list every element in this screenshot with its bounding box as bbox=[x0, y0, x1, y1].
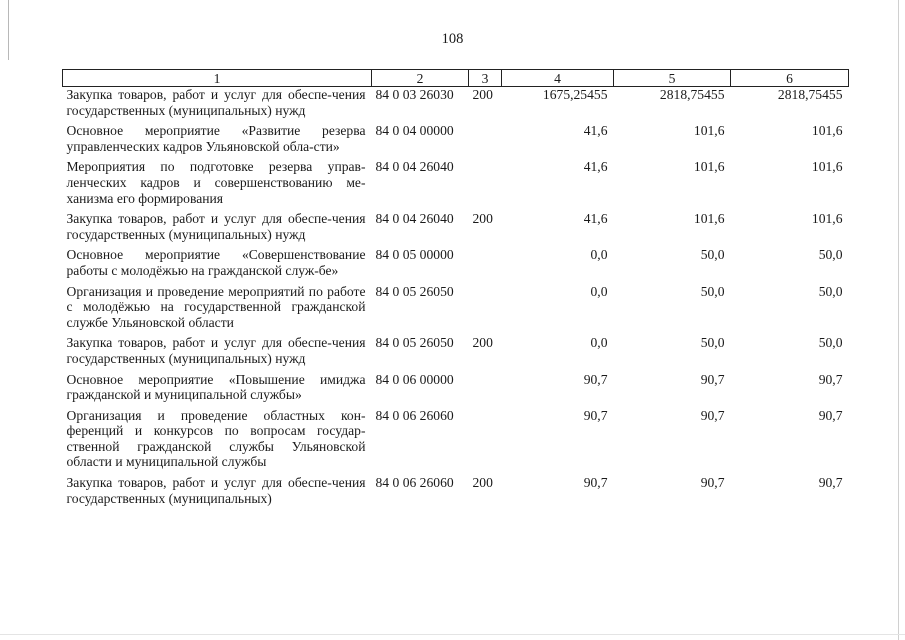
row-value-3: 2818,75455 bbox=[777, 87, 843, 102]
row-target-article: 84 0 06 26060 bbox=[375, 475, 454, 491]
table-row bbox=[63, 475, 849, 511]
row-expense-type: 200 bbox=[472, 87, 493, 102]
row-value-3: 50,0 bbox=[818, 247, 843, 263]
row-value-2: 50,0 bbox=[700, 335, 725, 351]
row-name: Организация и проведение областных кон-ференций и конкурсов по вопросам государ-ственной гражданской службы Ульяновской области и муниципальной службы bbox=[66, 407, 366, 470]
row-value-2: 101,6 bbox=[693, 159, 725, 175]
header-col-1: 1 bbox=[63, 70, 372, 87]
row-value-3: 90,7 bbox=[818, 371, 843, 387]
row-name: Мероприятия по подготовке резерва управ-ленческих кадров и совершенствованию ме-ханизма его формирования bbox=[66, 159, 366, 206]
header-col-5: 5 bbox=[614, 70, 731, 87]
table-row bbox=[63, 159, 849, 211]
row-target-article: 84 0 04 26040 bbox=[375, 159, 454, 175]
table-row bbox=[63, 123, 849, 159]
row-value-1: 0,0 bbox=[590, 335, 608, 351]
row-expense-type: 200 bbox=[472, 335, 493, 351]
row-value-1: 41,6 bbox=[583, 159, 608, 175]
row-target-article: 84 0 05 26050 bbox=[375, 283, 454, 299]
row-name: Основное мероприятие «Совершенствование работы с молодёжью на гражданской служ-бе» bbox=[66, 247, 366, 278]
row-value-2: 101,6 bbox=[693, 211, 725, 227]
row-expense-type bbox=[469, 247, 502, 283]
row-value-1: 41,6 bbox=[583, 123, 608, 139]
row-value-1: 1675,25455 bbox=[542, 87, 608, 102]
table-row bbox=[63, 372, 849, 408]
row-value-3: 101,6 bbox=[811, 123, 843, 139]
row-expense-type bbox=[469, 123, 502, 159]
row-value-1: 90,7 bbox=[583, 371, 608, 387]
row-expense-type bbox=[469, 372, 502, 408]
row-value-1: 90,7 bbox=[583, 407, 608, 423]
page-bottom-edge bbox=[0, 634, 905, 635]
row-expense-type bbox=[469, 408, 502, 475]
row-target-article: 84 0 06 26060 bbox=[375, 407, 454, 423]
row-name: Закупка товаров, работ и услуг для обеспе-чения государственных (муниципальных) нужд bbox=[66, 211, 366, 242]
row-name: Основное мероприятие «Развитие резерва управленческих кадров Ульяновской обла-сти» bbox=[66, 123, 366, 154]
row-name: Закупка товаров, работ и услуг для обеспе-чения государственных (муниципальных) bbox=[66, 475, 366, 506]
row-target-article: 84 0 04 26040 bbox=[375, 211, 454, 227]
row-value-2: 101,6 bbox=[693, 123, 725, 139]
header-col-3: 3 bbox=[469, 70, 502, 87]
header-row bbox=[63, 70, 849, 87]
row-value-3: 101,6 bbox=[811, 211, 843, 227]
row-value-2: 50,0 bbox=[700, 247, 725, 263]
row-value-1: 41,6 bbox=[583, 211, 608, 227]
row-value-1: 0,0 bbox=[590, 247, 608, 263]
row-target-article: 84 0 04 00000 bbox=[375, 123, 454, 139]
header-col-4: 4 bbox=[502, 70, 614, 87]
row-value-1: 0,0 bbox=[590, 283, 608, 299]
row-value-2: 2818,75455 bbox=[659, 87, 725, 102]
table-row bbox=[63, 335, 849, 371]
table-row bbox=[63, 211, 849, 247]
row-name: Закупка товаров, работ и услуг для обеспе-чения государственных (муниципальных) нужд bbox=[66, 335, 366, 366]
row-value-1: 90,7 bbox=[583, 475, 608, 491]
row-value-3: 90,7 bbox=[818, 407, 843, 423]
row-name: Организация и проведение мероприятий по работе с молодёжью на государственной гражданской службе Ульяновской области bbox=[66, 283, 366, 330]
row-value-2: 90,7 bbox=[700, 371, 725, 387]
row-target-article: 84 0 05 00000 bbox=[375, 247, 454, 263]
row-target-article: 84 0 03 26030 bbox=[375, 87, 454, 102]
row-target-article: 84 0 06 00000 bbox=[375, 371, 454, 387]
row-expense-type: 200 bbox=[472, 211, 493, 227]
row-value-3: 50,0 bbox=[818, 283, 843, 299]
budget-table bbox=[62, 69, 849, 511]
row-value-3: 90,7 bbox=[818, 475, 843, 491]
row-value-2: 90,7 bbox=[700, 407, 725, 423]
table-row bbox=[63, 247, 849, 283]
row-name: Основное мероприятие «Повышение имиджа гражданской и муниципальной службы» bbox=[66, 371, 366, 403]
table-row bbox=[63, 87, 849, 124]
table-row bbox=[63, 408, 849, 475]
row-value-3: 50,0 bbox=[818, 335, 843, 351]
row-expense-type bbox=[469, 284, 502, 336]
row-value-2: 90,7 bbox=[700, 475, 725, 491]
page-number: 108 bbox=[441, 31, 464, 47]
row-name: Закупка товаров, работ и услуг для обеспе-чения государственных (муниципальных) нужд bbox=[66, 87, 366, 118]
row-value-3: 101,6 bbox=[811, 159, 843, 175]
row-value-2: 50,0 bbox=[700, 283, 725, 299]
page-edge-left bbox=[8, 0, 9, 60]
page-edge-right bbox=[898, 0, 899, 640]
row-expense-type bbox=[469, 159, 502, 211]
table-row bbox=[63, 284, 849, 336]
header-col-2: 2 bbox=[372, 70, 469, 87]
row-target-article: 84 0 05 26050 bbox=[375, 335, 454, 351]
header-col-6: 6 bbox=[731, 70, 849, 87]
row-expense-type: 200 bbox=[472, 475, 493, 491]
